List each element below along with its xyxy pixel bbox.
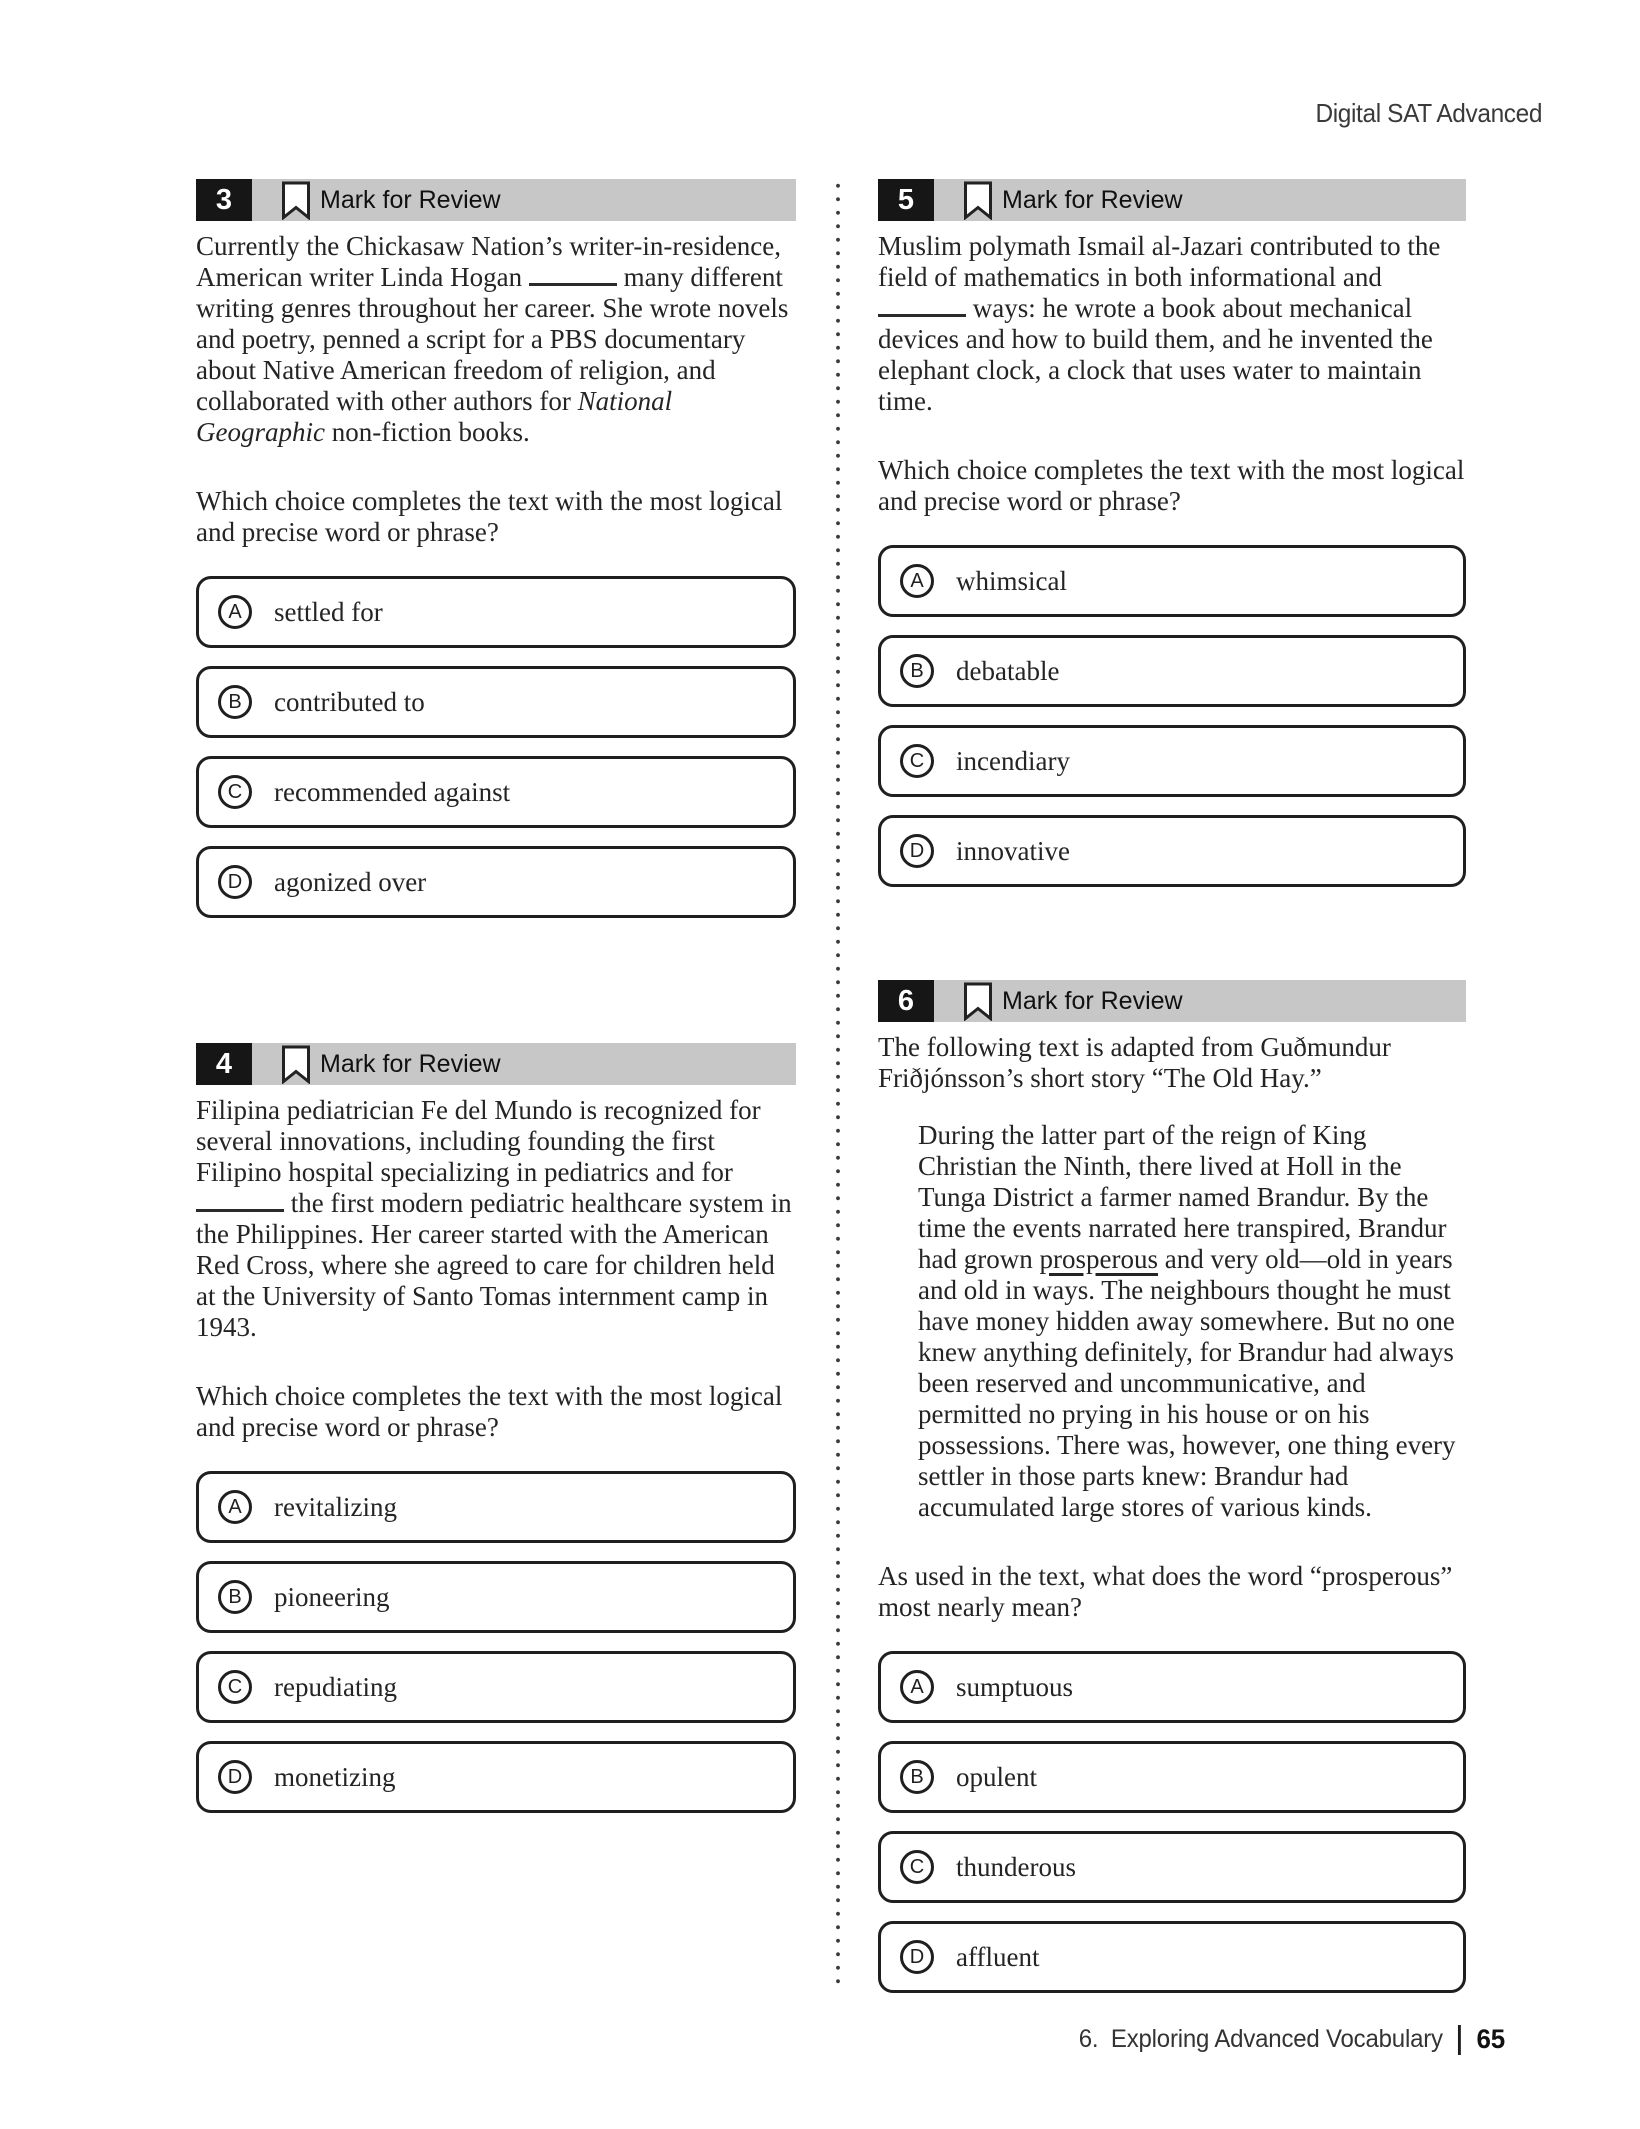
choice-label: pioneering bbox=[274, 1581, 390, 1612]
mark-for-review-toggle[interactable] bbox=[963, 980, 993, 1022]
footer-page-number: 65 bbox=[1476, 2024, 1505, 2054]
choice-B[interactable] bbox=[878, 1741, 1466, 1813]
choice-label: settled for bbox=[274, 596, 383, 627]
choice-D[interactable] bbox=[878, 1921, 1466, 1993]
choice-label: agonized over bbox=[274, 866, 427, 897]
choice-C[interactable] bbox=[196, 1651, 796, 1723]
question-number-badge: 3 bbox=[196, 179, 252, 221]
choice-A[interactable] bbox=[878, 545, 1466, 617]
choice-label: recommended against bbox=[274, 776, 511, 807]
page-header-edition-label: Digital SAT Advanced bbox=[1315, 98, 1542, 128]
mark-for-review-label: Mark for Review bbox=[320, 185, 501, 214]
footer-chapter-title: Exploring Advanced Vocabulary bbox=[1110, 2025, 1443, 2053]
choice-letter-badge: A bbox=[900, 1670, 934, 1704]
quoted-passage bbox=[918, 1120, 1466, 1523]
passage-text-segment: and very old—old in years and old in ways. The neighbours thought he must have money hidden away somewhere. But no one knew anything definitely, for Brandur had always been reserved and uncommunicative, and permitted no prying in his house or on his possessions. There was, however, one thing every settler in those parts knew: Brandur had accumulated large stores of various kinds. bbox=[918, 1244, 1456, 1522]
choice-letter-badge: C bbox=[900, 1850, 934, 1884]
footer-chapter-number: 6. bbox=[1078, 2025, 1099, 2053]
choice-A[interactable] bbox=[878, 1651, 1466, 1723]
passage-text-segment: Filipina pediatrician Fe del Mundo is recognized for several innovations, including founding the first Filipino hospital specializing in pediatrics and for bbox=[196, 1095, 761, 1187]
passage-text-segment: ways: he wrote a book about mechanical devices and how to build them, and he invented the elephant clock, a clock that uses water to maintain time. bbox=[878, 293, 1433, 416]
choice-letter-badge: D bbox=[218, 865, 252, 899]
choice-label: innovative bbox=[956, 835, 1070, 866]
mark-for-review-toggle[interactable] bbox=[281, 179, 311, 221]
passage-text-segment: many different writing genres throughout her career. She wrote novels and poetry, penned a script for a PBS documentary about Native American freedom of religion, and collaborated with other authors for bbox=[196, 262, 789, 416]
mark-for-review-toggle[interactable] bbox=[281, 1043, 311, 1085]
choice-label: incendiary bbox=[956, 745, 1070, 776]
question-passage bbox=[878, 231, 1466, 417]
right-column bbox=[878, 179, 1466, 2129]
question-5 bbox=[878, 179, 1466, 887]
choice-label: opulent bbox=[956, 1761, 1037, 1792]
bookmark-icon bbox=[281, 181, 311, 220]
passage-text-segment: non-fiction books. bbox=[324, 417, 530, 447]
answer-choices bbox=[878, 1651, 1466, 1993]
question-number-badge: 6 bbox=[878, 980, 934, 1022]
question-header-bar bbox=[878, 179, 1466, 221]
question-stem: Which choice completes the text with the most logical and precise word or phrase? bbox=[196, 486, 783, 547]
choice-C[interactable] bbox=[878, 1831, 1466, 1903]
passage-text-segment: During the latter part of the reign of King Christian the Ninth, there lived at Holl in the Tunga District a farmer named Brandur. By the time the events narrated here transpired, Brandur had grown bbox=[918, 1120, 1447, 1274]
choice-C[interactable] bbox=[196, 756, 796, 828]
question-header-bar bbox=[878, 980, 1466, 1022]
question-number-badge: 5 bbox=[878, 179, 934, 221]
question-header-bar bbox=[196, 179, 796, 221]
choice-letter-badge: C bbox=[218, 775, 252, 809]
choice-label: repudiating bbox=[274, 1671, 397, 1702]
mark-for-review-toggle[interactable] bbox=[963, 179, 993, 221]
choice-letter-badge: B bbox=[218, 685, 252, 719]
choice-letter-badge: C bbox=[218, 1670, 252, 1704]
bookmark-icon bbox=[963, 982, 993, 1021]
choice-letter-badge: D bbox=[900, 834, 934, 868]
question-4 bbox=[196, 1043, 796, 1813]
question-stem: Which choice completes the text with the most logical and precise word or phrase? bbox=[196, 1381, 783, 1442]
passage-text-segment: the first modern pediatric healthcare system in the Philippines. Her career started with the American Red Cross, where she agreed to care for children held at the University of Santo Tomas internment camp in 1943. bbox=[196, 1188, 792, 1342]
passage-text-segment: National Geographic bbox=[196, 386, 673, 447]
column-divider bbox=[836, 179, 840, 1991]
mark-for-review-label: Mark for Review bbox=[1002, 986, 1183, 1015]
answer-choices bbox=[196, 576, 796, 918]
choice-letter-badge: C bbox=[900, 744, 934, 778]
choice-label: monetizing bbox=[274, 1761, 396, 1792]
question-3 bbox=[196, 179, 796, 918]
question-header-bar bbox=[196, 1043, 796, 1085]
mark-for-review-label: Mark for Review bbox=[1002, 185, 1183, 214]
left-column bbox=[196, 179, 796, 2129]
question-stem: Which choice completes the text with the most logical and precise word or phrase? bbox=[878, 455, 1465, 516]
choice-letter-badge: D bbox=[218, 1760, 252, 1794]
choice-label: affluent bbox=[956, 1941, 1040, 1972]
choice-letter-badge: A bbox=[218, 595, 252, 629]
passage-text-segment: The following text is adapted from Guðmundur Friðjónsson’s short story “The Old Hay.” bbox=[878, 1032, 1391, 1093]
choice-label: whimsical bbox=[956, 565, 1067, 596]
question-passage bbox=[196, 231, 796, 448]
question-6 bbox=[878, 980, 1466, 1993]
passage-text-segment: prosperous bbox=[1039, 1244, 1158, 1274]
question-number-badge: 4 bbox=[196, 1043, 252, 1085]
question-passage bbox=[196, 1095, 796, 1343]
choice-A[interactable] bbox=[196, 1471, 796, 1543]
choice-letter-badge: B bbox=[900, 1760, 934, 1794]
mark-for-review-label: Mark for Review bbox=[320, 1049, 501, 1078]
page-footer bbox=[1079, 2024, 1505, 2055]
passage-text-segment: Currently the Chickasaw Nation’s writer-in-residence, American writer Linda Hogan bbox=[196, 231, 782, 292]
choice-letter-badge: A bbox=[218, 1490, 252, 1524]
choice-A[interactable] bbox=[196, 576, 796, 648]
choice-D[interactable] bbox=[196, 846, 796, 918]
choice-C[interactable] bbox=[878, 725, 1466, 797]
choice-letter-badge: A bbox=[900, 564, 934, 598]
choice-B[interactable] bbox=[878, 635, 1466, 707]
fill-in-blank-line bbox=[529, 283, 617, 286]
choice-D[interactable] bbox=[196, 1741, 796, 1813]
choice-label: contributed to bbox=[274, 686, 425, 717]
choice-letter-badge: B bbox=[218, 1580, 252, 1614]
bookmark-icon bbox=[963, 181, 993, 220]
bookmark-icon bbox=[281, 1045, 311, 1084]
choice-letter-badge: D bbox=[900, 1940, 934, 1974]
choice-label: sumptuous bbox=[956, 1671, 1074, 1702]
passage-intro bbox=[878, 1032, 1466, 1094]
choice-B[interactable] bbox=[196, 1561, 796, 1633]
question-stem: As used in the text, what does the word “prosperous” most nearly mean? bbox=[878, 1561, 1453, 1622]
answer-choices bbox=[878, 545, 1466, 887]
choice-label: debatable bbox=[956, 655, 1060, 686]
choice-B[interactable] bbox=[196, 666, 796, 738]
answer-choices bbox=[196, 1471, 796, 1813]
passage-text-segment: Muslim polymath Ismail al-Jazari contributed to the field of mathematics in both informational and bbox=[878, 231, 1441, 292]
choice-letter-badge: B bbox=[900, 654, 934, 688]
fill-in-blank-line bbox=[878, 314, 966, 317]
footer-separator-rule bbox=[1458, 2025, 1461, 2055]
choice-label: revitalizing bbox=[274, 1491, 397, 1522]
choice-D[interactable] bbox=[878, 815, 1466, 887]
choice-label: thunderous bbox=[956, 1851, 1076, 1882]
fill-in-blank-line bbox=[196, 1209, 284, 1212]
